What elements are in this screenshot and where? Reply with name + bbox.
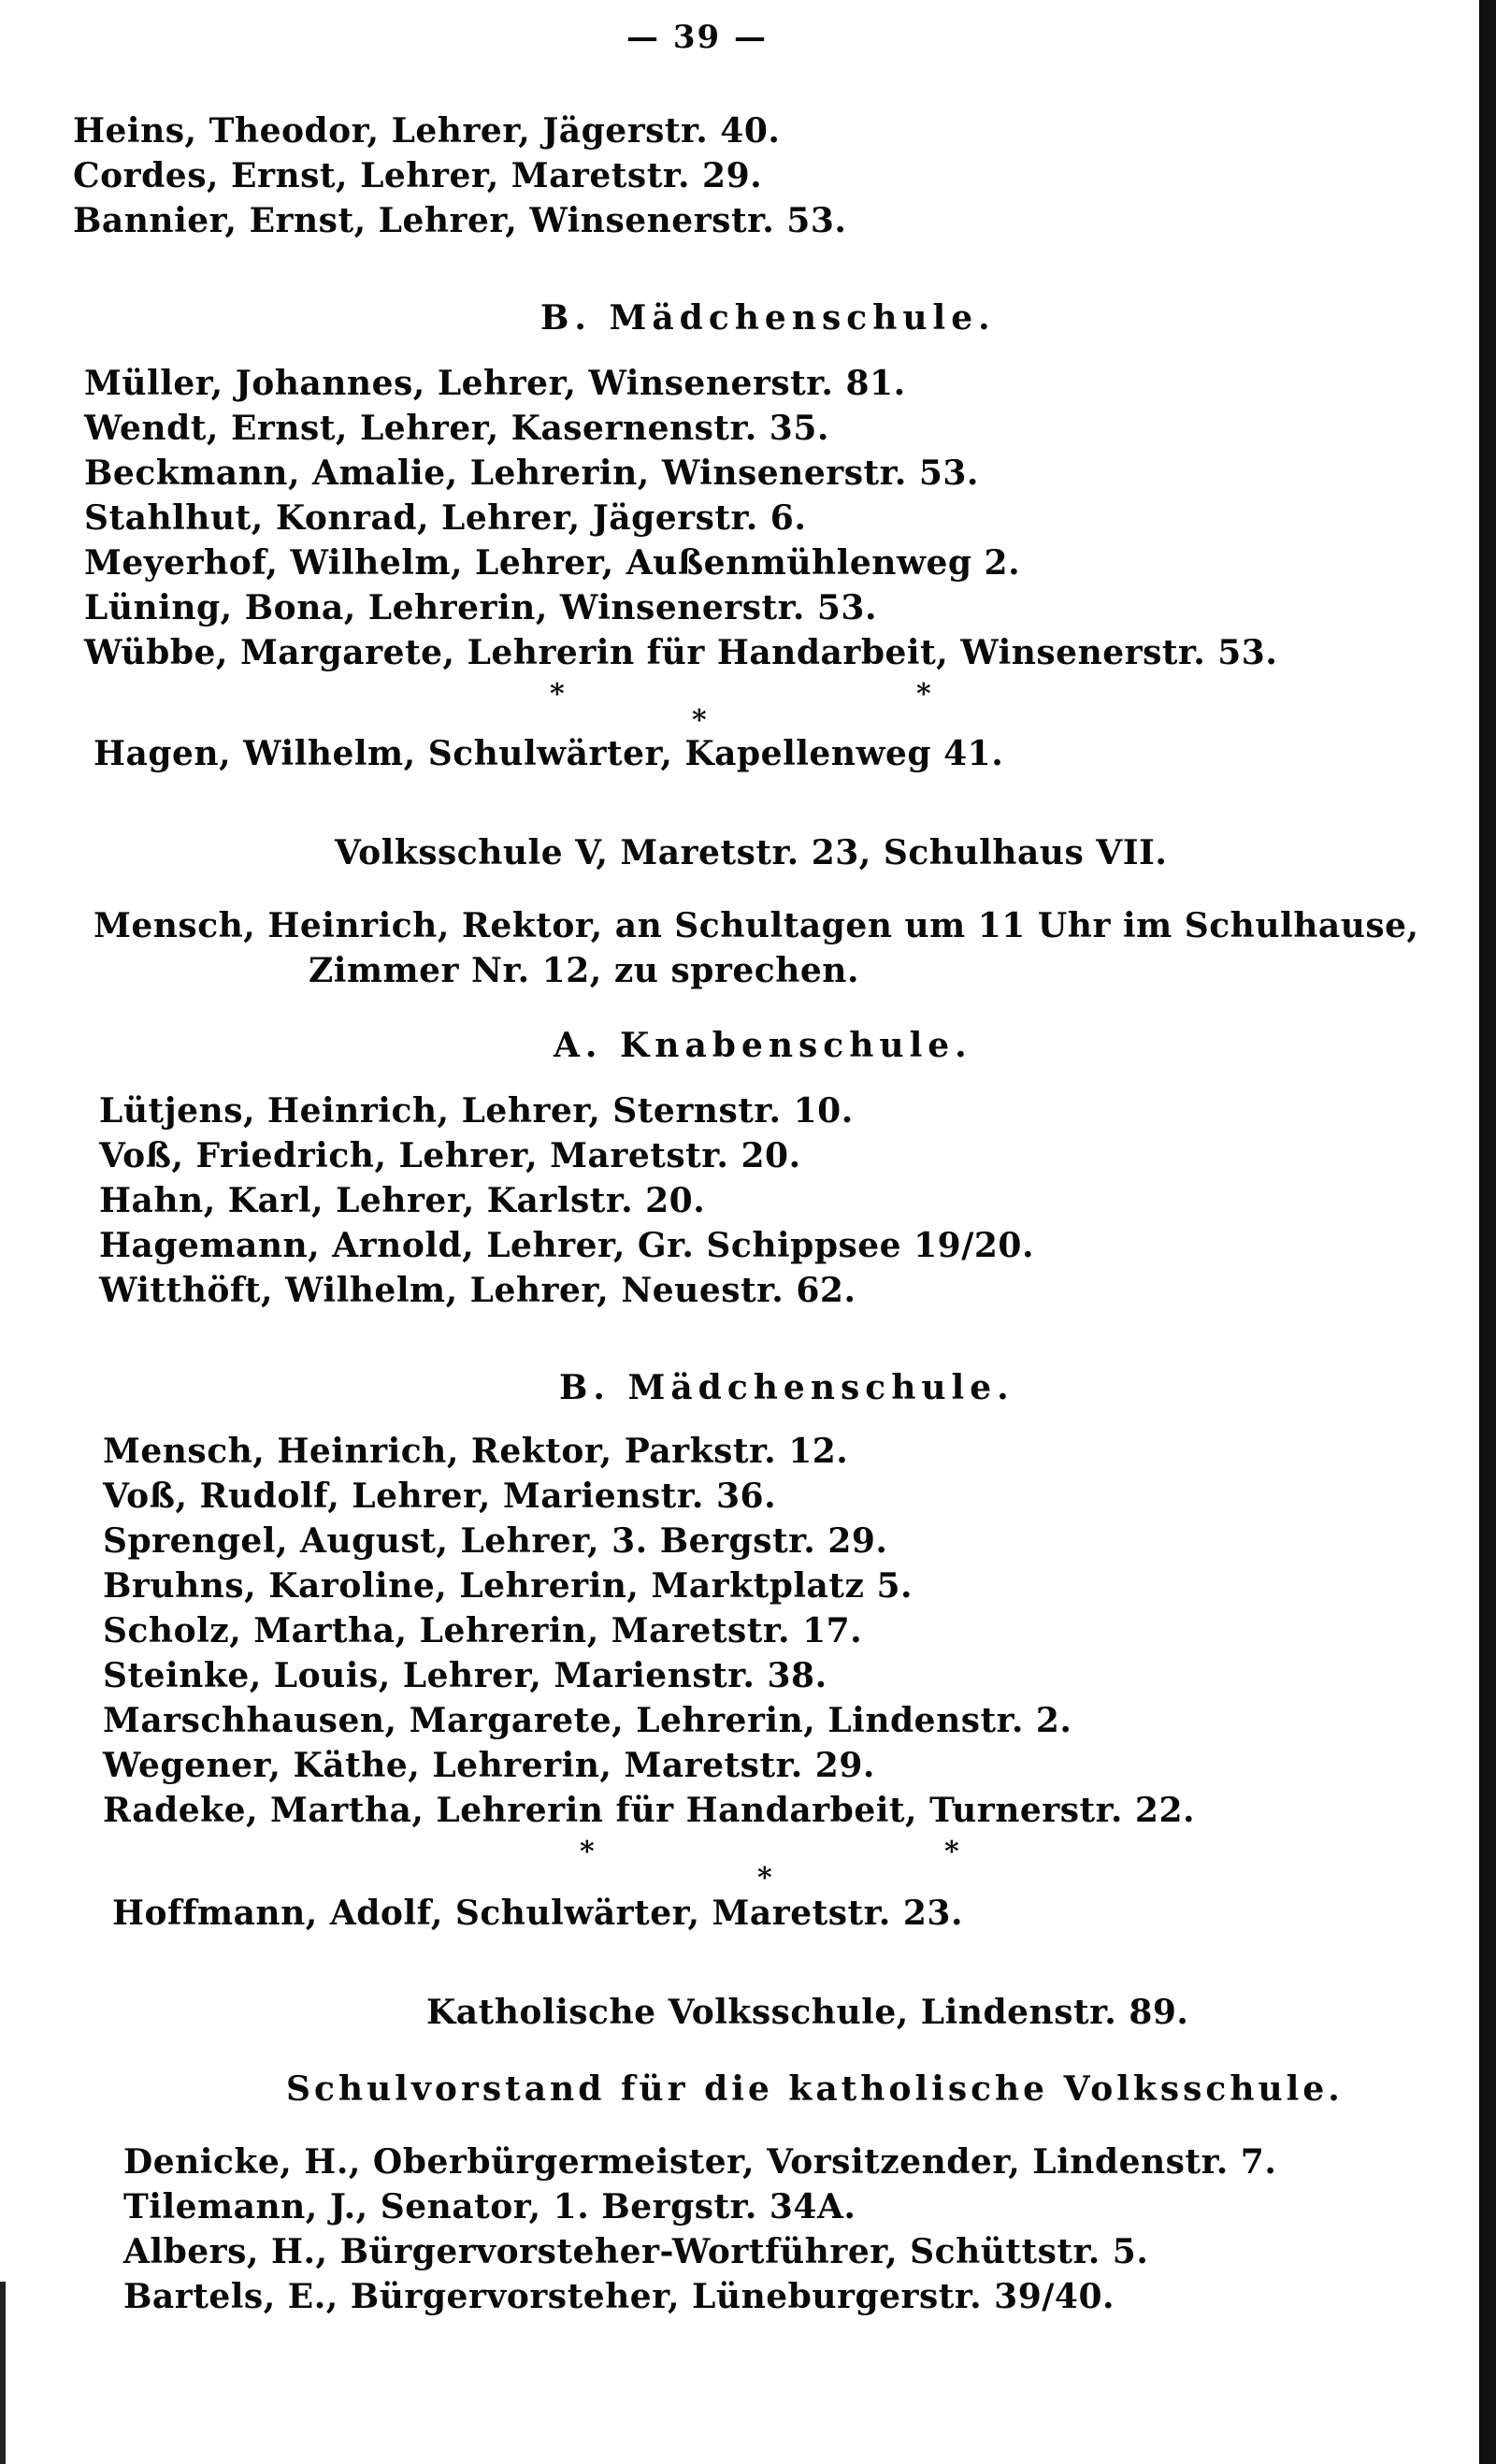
school-name: Volksschule V, bbox=[335, 833, 609, 872]
entry-line: Cordes, Ernst, Lehrer, Maretstr. 29. bbox=[73, 156, 763, 195]
scan-edge-shadow-left bbox=[0, 2282, 6, 2464]
asterisk-divider: * bbox=[944, 1836, 959, 1868]
entry-line: Steinke, Louis, Lehrer, Marienstr. 38. bbox=[103, 1656, 827, 1695]
entry-line: Marschhausen, Margarete, Lehrerin, Lindenstr. 2. bbox=[103, 1701, 1072, 1740]
scan-edge-shadow bbox=[1479, 0, 1496, 2464]
entry-line: Voß, Friedrich, Lehrer, Maretstr. 20. bbox=[99, 1136, 801, 1175]
entry-line: Wübbe, Margarete, Lehrerin für Handarbeit, Winsenerstr. 53. bbox=[84, 633, 1278, 672]
entry-line: Albers, H., Bürgervorsteher-Wortführer, Schüttstr. 5. bbox=[123, 2232, 1149, 2271]
school-heading-katholische-volksschule bbox=[426, 1992, 1188, 2033]
entry-line: Sprengel, August, Lehrer, 3. Bergstr. 29. bbox=[103, 1521, 888, 1561]
school-address: Maretstr. 23, Schulhaus VII. bbox=[608, 833, 1168, 872]
entry-line: Hahn, Karl, Lehrer, Karlstr. 20. bbox=[99, 1181, 706, 1220]
school-name: Katholische Volksschule, bbox=[426, 1993, 909, 2032]
school-address: Lindenstr. 89. bbox=[908, 1993, 1189, 2032]
school-heading-volksschule-v bbox=[335, 832, 1167, 873]
entry-line: Lüning, Bona, Lehrerin, Winsenerstr. 53. bbox=[84, 588, 878, 627]
entry-line: Bartels, E., Bürgervorsteher, Lüneburgerstr. 39/40. bbox=[123, 2277, 1115, 2316]
entry-line: Stahlhut, Konrad, Lehrer, Jägerstr. 6. bbox=[84, 498, 807, 538]
entry-line: Lütjens, Heinrich, Lehrer, Sternstr. 10. bbox=[99, 1091, 854, 1131]
section-heading-knabenschule: A. Knabenschule. bbox=[554, 1026, 972, 1065]
entry-line: Denicke, H., Oberbürgermeister, Vorsitzender, Lindenstr. 7. bbox=[123, 2142, 1277, 2182]
section-heading-schulvorstand: Schulvorstand für die katholische Volksschule. bbox=[286, 2069, 1344, 2109]
entry-line: Mensch, Heinrich, Rektor, Parkstr. 12. bbox=[103, 1432, 849, 1471]
entry-line: Tilemann, J., Senator, 1. Bergstr. 34A. bbox=[123, 2187, 856, 2226]
asterisk-divider: * bbox=[757, 1862, 772, 1895]
asterisk-divider: * bbox=[580, 1836, 595, 1868]
entry-line: Wendt, Ernst, Lehrer, Kasernenstr. 35. bbox=[84, 409, 829, 448]
asterisk-divider: * bbox=[916, 678, 931, 711]
asterisk-divider: * bbox=[550, 678, 565, 711]
entry-line: Hagemann, Arnold, Lehrer, Gr. Schippsee 19/20. bbox=[99, 1226, 1034, 1265]
entry-line: Müller, Johannes, Lehrer, Winsenerstr. 81. bbox=[84, 364, 906, 403]
section-heading-maedchenschule-2: B. Mädchenschule. bbox=[559, 1368, 1014, 1407]
page-number: — 39 — bbox=[626, 19, 768, 56]
entry-line: Bannier, Ernst, Lehrer, Winsenerstr. 53. bbox=[73, 201, 847, 240]
asterisk-divider: * bbox=[692, 704, 707, 737]
entry-line: Scholz, Martha, Lehrerin, Maretstr. 17. bbox=[103, 1611, 863, 1650]
entry-line: Wegener, Käthe, Lehrerin, Maretstr. 29. bbox=[103, 1746, 875, 1785]
entry-line: Heins, Theodor, Lehrer, Jägerstr. 40. bbox=[73, 111, 781, 151]
entry-line: Hagen, Wilhelm, Schulwärter, Kapellenweg 41. bbox=[94, 734, 1004, 773]
entry-line: Mensch, Heinrich, Rektor, an Schultagen um 11 Uhr im Schulhause, bbox=[94, 906, 1419, 945]
section-heading-maedchenschule-1: B. Mädchenschule. bbox=[540, 298, 996, 338]
entry-line: Beckmann, Amalie, Lehrerin, Winsenerstr. 53. bbox=[84, 454, 979, 493]
entry-line: Voß, Rudolf, Lehrer, Marienstr. 36. bbox=[103, 1477, 777, 1516]
entry-line: Witthöft, Wilhelm, Lehrer, Neuestr. 62. bbox=[99, 1271, 856, 1310]
entry-line: Bruhns, Karoline, Lehrerin, Marktplatz 5. bbox=[103, 1566, 913, 1606]
entry-line: Hoffmann, Adolf, Schulwärter, Maretstr. 23. bbox=[112, 1894, 963, 1933]
entry-line: Zimmer Nr. 12, zu sprechen. bbox=[309, 951, 860, 990]
entry-line: Radeke, Martha, Lehrerin für Handarbeit, Turnerstr. 22. bbox=[103, 1791, 1196, 1830]
entry-line: Meyerhof, Wilhelm, Lehrer, Außenmühlenweg 2. bbox=[84, 543, 1021, 583]
